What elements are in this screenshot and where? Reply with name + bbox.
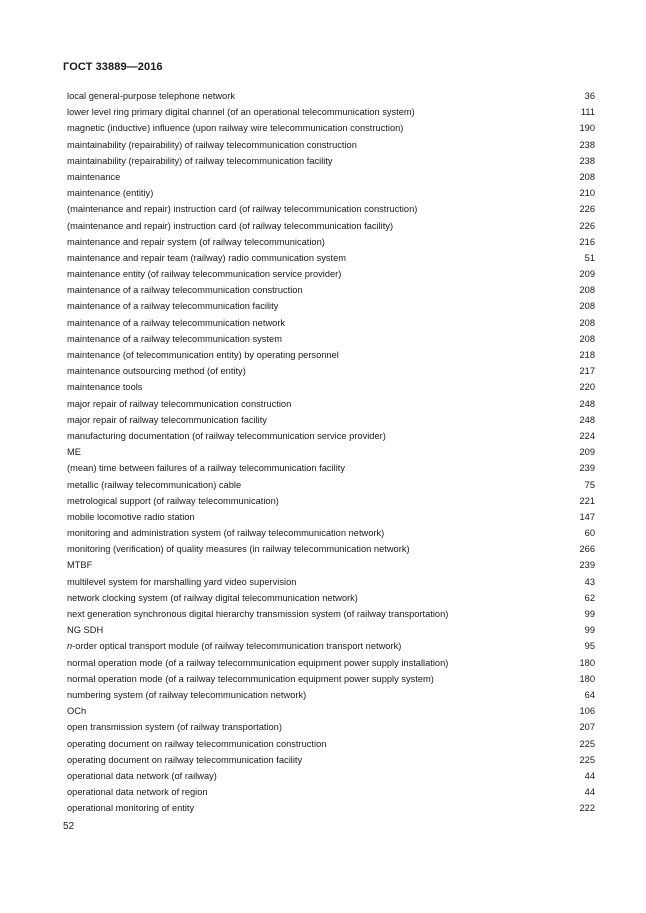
index-term: metallic (railway telecommunication) cable bbox=[67, 479, 242, 490]
index-entry bbox=[67, 120, 595, 136]
index-term: network clocking system (of railway digital telecommunication network) bbox=[67, 592, 358, 603]
index-entry bbox=[67, 590, 595, 606]
index-term: maintainability (repairability) of railway telecommunication facility bbox=[67, 155, 333, 166]
index-term: multilevel system for marshalling yard video supervision bbox=[67, 576, 297, 587]
index-page-ref: 190 bbox=[579, 123, 595, 134]
index-page-ref: 220 bbox=[579, 382, 595, 393]
index-entry bbox=[67, 266, 595, 282]
index-page-ref: 44 bbox=[584, 787, 595, 798]
index-term: metrological support (of railway telecommunication) bbox=[67, 495, 279, 506]
index-term: (mean) time between failures of a railway telecommunication facility bbox=[67, 463, 345, 474]
index-page-ref: 106 bbox=[579, 706, 595, 717]
index-page-ref: 44 bbox=[584, 770, 595, 781]
index-entry bbox=[67, 784, 595, 800]
index-term: operational data network (of railway) bbox=[67, 770, 217, 781]
index-entry bbox=[67, 736, 595, 752]
index-entry bbox=[67, 509, 595, 525]
index-page-ref: 217 bbox=[579, 366, 595, 377]
index-page-ref: 180 bbox=[579, 657, 595, 668]
index-entry bbox=[67, 525, 595, 541]
index-entry bbox=[67, 687, 595, 703]
index-page-ref: 248 bbox=[579, 414, 595, 425]
index-page-ref: 209 bbox=[579, 269, 595, 280]
index-term: operating document on railway telecommunication facility bbox=[67, 754, 303, 765]
index-entry bbox=[67, 574, 595, 590]
index-page-ref: 208 bbox=[579, 317, 595, 328]
index-page-ref: 111 bbox=[580, 107, 595, 118]
index-term: maintenance of a railway telecommunication construction bbox=[67, 285, 303, 296]
index-term: open transmission system (of railway transportation) bbox=[67, 722, 282, 733]
index-entry bbox=[67, 363, 595, 379]
index-entry bbox=[67, 396, 595, 412]
index-term: maintenance (entitiy) bbox=[67, 188, 154, 199]
index-term: maintenance entity (of railway telecommunication service provider) bbox=[67, 269, 342, 280]
index-entry bbox=[67, 493, 595, 509]
index-page-ref: 239 bbox=[579, 463, 595, 474]
index-page-ref: 218 bbox=[579, 350, 595, 360]
index-term: MTBF bbox=[67, 560, 93, 571]
index-page-ref: 147 bbox=[579, 511, 595, 522]
index-term: NG SDH bbox=[67, 625, 104, 636]
index-page-ref: 208 bbox=[579, 171, 595, 182]
page-number: 52 bbox=[63, 821, 75, 832]
index-page-ref: 99 bbox=[584, 609, 595, 619]
index-term: maintenance outsourcing method (of entity) bbox=[67, 366, 246, 377]
index-term: normal operation mode (of a railway telecommunication equipment power supply installation) bbox=[67, 657, 449, 668]
index-term: manufacturing documentation (of railway telecommunication service provider) bbox=[67, 430, 386, 441]
index-entry bbox=[67, 557, 595, 573]
index-page-ref: 51 bbox=[584, 252, 595, 263]
index-page-ref: 226 bbox=[579, 220, 595, 231]
index-entry bbox=[67, 800, 595, 816]
index-term: normal operation mode (of a railway telecommunication equipment power supply system) bbox=[67, 673, 434, 684]
index-entry bbox=[67, 88, 595, 104]
index-page-ref: 225 bbox=[579, 754, 595, 765]
index-page-ref: 99 bbox=[584, 625, 595, 636]
index-entry bbox=[67, 719, 595, 735]
index-page-ref: 95 bbox=[584, 641, 595, 652]
index-entry bbox=[67, 768, 595, 784]
index-term: maintenance and repair system (of railway telecommunication) bbox=[67, 236, 325, 247]
index-entry bbox=[67, 752, 595, 768]
index-term: maintenance tools bbox=[67, 382, 143, 393]
index-entry bbox=[67, 137, 595, 153]
index-entry bbox=[67, 347, 595, 363]
index-page-ref: 226 bbox=[579, 204, 595, 215]
index-entry bbox=[67, 201, 595, 217]
index-term: numbering system (of railway telecommunication network) bbox=[67, 689, 307, 700]
index-term: local general-purpose telephone network bbox=[67, 91, 235, 101]
index-entry bbox=[67, 298, 595, 314]
index-entry bbox=[67, 606, 595, 622]
index-page-ref: 208 bbox=[579, 301, 595, 312]
index-term: maintenance and repair team (railway) radio communication system bbox=[67, 252, 347, 263]
index-page-ref: 180 bbox=[579, 673, 595, 684]
index-page-ref: 43 bbox=[584, 576, 595, 587]
index-term: (maintenance and repair) instruction card (of railway telecommunication facility) bbox=[67, 220, 394, 231]
index-term: ME bbox=[67, 447, 81, 458]
index-page-ref: 210 bbox=[579, 188, 595, 199]
index-page-ref: 224 bbox=[579, 430, 595, 441]
index-term: monitoring and administration system (of railway telecommunication network) bbox=[67, 528, 385, 539]
index-entry bbox=[67, 331, 595, 347]
index-term: magnetic (inductive) influence (upon railway wire telecommunication construction) bbox=[67, 123, 404, 134]
index-entry bbox=[67, 412, 595, 428]
index-entry bbox=[67, 671, 595, 687]
index-term: maintenance bbox=[67, 171, 121, 182]
index-term: mobile locomotive radio station bbox=[67, 511, 195, 522]
index-entry bbox=[67, 169, 595, 185]
index-entry bbox=[67, 185, 595, 201]
index-entry bbox=[67, 379, 595, 395]
index-entry bbox=[67, 315, 595, 331]
index-page-ref: 248 bbox=[579, 398, 595, 409]
index-term: OCh bbox=[67, 706, 87, 717]
index-list bbox=[67, 88, 595, 816]
index-page-ref: 216 bbox=[579, 236, 595, 247]
index-entry bbox=[67, 250, 595, 266]
index-term: major repair of railway telecommunication construction bbox=[67, 398, 292, 409]
index-entry bbox=[67, 153, 595, 169]
index-entry bbox=[67, 477, 595, 493]
index-term: lower level ring primary digital channel (of an operational telecommunication system) bbox=[67, 107, 415, 118]
index-entry bbox=[67, 428, 595, 444]
index-term: operational data network of region bbox=[67, 787, 208, 798]
page-header: ГОСТ 33889—2016 bbox=[63, 61, 163, 73]
index-term: (maintenance and repair) instruction card (of railway telecommunication construction) bbox=[67, 204, 418, 215]
index-term: major repair of railway telecommunication facility bbox=[67, 414, 267, 425]
index-term: operating document on railway telecommunication construction bbox=[67, 738, 327, 749]
index-page-ref: 225 bbox=[579, 738, 595, 749]
index-entry bbox=[67, 234, 595, 250]
index-term: maintenance of a railway telecommunication facility bbox=[67, 301, 279, 312]
index-term: operational monitoring of entity bbox=[67, 803, 195, 814]
index-page-ref: 239 bbox=[579, 560, 595, 571]
index-entry bbox=[67, 655, 595, 671]
index-page-ref: 208 bbox=[579, 333, 595, 344]
index-term: next generation synchronous digital hierarchy transmission system (of railway transportation) bbox=[67, 609, 449, 619]
index-page-ref: 36 bbox=[584, 91, 595, 101]
index-page-ref: 209 bbox=[579, 447, 595, 458]
index-page-ref: 62 bbox=[584, 592, 595, 603]
index-term: maintenance of a railway telecommunication network bbox=[67, 317, 286, 328]
index-page-ref: 75 bbox=[584, 479, 595, 490]
index-page-ref: 60 bbox=[584, 528, 595, 539]
index-entry bbox=[67, 218, 595, 234]
index-page-ref: 64 bbox=[584, 689, 595, 700]
index-page-ref: 221 bbox=[579, 495, 595, 506]
index-term: n-order optical transport module (of railway telecommunication transport network) bbox=[67, 641, 402, 652]
index-entry bbox=[67, 282, 595, 298]
index-term: maintenance (of telecommunication entity) by operating personnel bbox=[67, 350, 339, 360]
index-entry bbox=[67, 460, 595, 476]
index-page-ref: 266 bbox=[579, 544, 595, 555]
index-term: maintainability (repairability) of railway telecommunication construction bbox=[67, 139, 357, 150]
index-page-ref: 207 bbox=[579, 722, 595, 733]
index-page-ref: 238 bbox=[579, 155, 595, 166]
index-page-ref: 222 bbox=[579, 803, 595, 814]
index-entry bbox=[67, 703, 595, 719]
index-entry bbox=[67, 541, 595, 557]
index-term: monitoring (verification) of quality measures (in railway telecommunication network) bbox=[67, 544, 410, 555]
index-term: maintenance of a railway telecommunication system bbox=[67, 333, 282, 344]
index-page-ref: 238 bbox=[579, 139, 595, 150]
index-entry bbox=[67, 104, 595, 120]
index-entry bbox=[67, 622, 595, 638]
index-page-ref: 208 bbox=[579, 285, 595, 296]
index-entry bbox=[67, 444, 595, 460]
index-entry bbox=[67, 638, 595, 654]
